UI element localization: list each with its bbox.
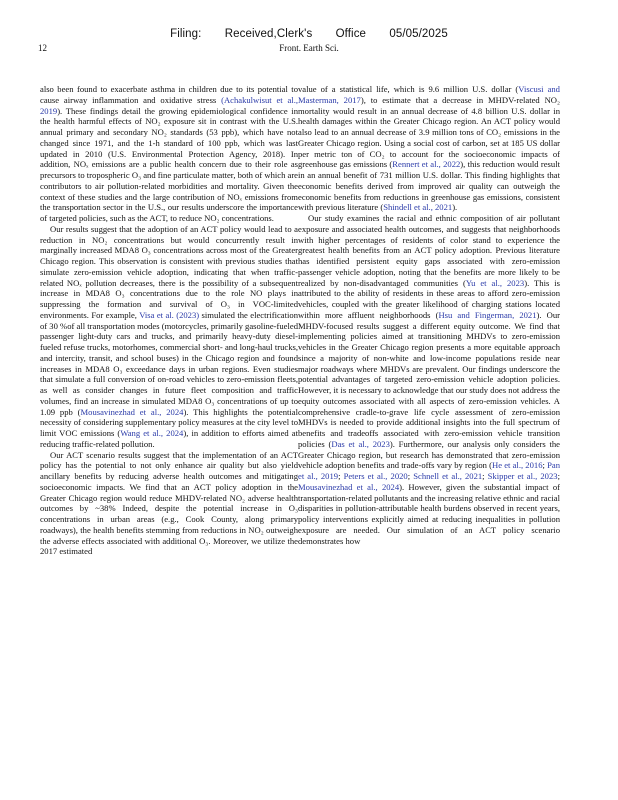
text-run: Our ACT scenario results suggest that the implementation of an ACT policy has the potential to not only enhance air quality but also yield ancillary benefits by reducing adverse health outcomes and mitigating socioeconomic impacts. We find that an ACT policy adoption in the Greater Chicago region would reduce MHDV-related NO₂ adverse health outcomes by ~38% Indeed, despite the potential increase in O₃ concentrations in urban areas (e.g., Cook County, along primary roadways), the health benefits stemming from reductions in NO₂ outweigh the adverse effects associated with additional O₃. Moreover, we utilize the 2017 estimated: [40, 449, 298, 557]
citation-link[interactable]: Visa et al. (2023): [139, 309, 200, 320]
journal-name: Front. Earth Sci.: [279, 43, 339, 53]
text-run: ;: [542, 460, 548, 471]
text-run: ;: [407, 471, 414, 481]
text-run: ). Our MHDV-focused results suggest a different equity outcome. We find that implementing policies aimed at transitioning MHDVs to zero-emission vehicles in the Greater Chicago region presents a more equitable approach since a majority of non-white and low-income populations reside near major roadways where MHDVs are prevalent. Our findings underscore the potential advantages of targeted zero-emission vehicle adoption policies. However, it is necessary to acknowledge that our study does not address the equity outcomes associated with all aspects of zero-emission vehicles. A comprehensive cradle-to-grave life cycle assessment of zero-emission MHDVs is needed to provide additional insights into the full spectrum of benefits and tradeoffs associated with zero-emission vehicle transition policies (: [298, 309, 560, 449]
citation-link[interactable]: Skipper et al., 2023: [487, 471, 558, 481]
filing-label: Filing:: [170, 28, 202, 40]
citation-link[interactable]: Pan et al., 2019: [298, 460, 560, 481]
paragraph: [298, 84, 560, 213]
citation-link[interactable]: Viscusi and Masterman, 2017: [298, 84, 560, 105]
citation-link[interactable]: Mousavinezhad et al., 2024: [298, 481, 400, 492]
received-label: Received,Clerk's: [224, 28, 313, 40]
filing-date: 05/05/2025: [389, 28, 448, 40]
text-run: ), this reduction would result in an annual benefit of 731 million U.S. dollar. This finding highlights that economic benefits derived from improved air quality can outweigh the economic benefits from reductions in greenhouse gas emissions, consistent with previous literature (: [298, 159, 560, 213]
citation-link[interactable]: Shindell et al., 2021: [383, 202, 453, 213]
text-run: simulated the electrification of 30 %of all transportation modes (motorcycles, primarily gasoline-fueled passenger light-duty cars and trucks, and primarily heavy-duty diesel-fueled refuse trucks, motorhomes, commercial short- and long-haul trucks, and intercity, transit, and school buses) in the Chicago region and found increases in MDA8 O₃ exceedance days in urban regions. Even studies that simulate a full conversion of on-road vehicles to zero-emission fleets, as well as consider changes in future fleet composition and traffic volumes, find an increase in simulated MDA8 O₃ concentrations of up to 1.09 ppb (: [40, 309, 298, 417]
right-column: [298, 84, 560, 546]
text-run: Our results suggest that the adoption of an ACT policy would lead to a reduction in NO₂ concentrations but would concurrently result in marginally increased MDA8 O₃ concentrations across most of the Greater Chicago region. This observation is consistent with previous studies that simulate zero-emission vehicle adoption, indicating that when traffic-related NOₓ pollution decreases, there is the possibility of a subsequent increase in MDA8 O₃ concentrations due to the role NO plays in suppressing the formation and survival of O₃ in VOC-limited environments. For example,: [40, 223, 298, 320]
text-run: also been found to exacerbate asthma in children due to its potential to cause airway inflammation and oxidative stress: [40, 84, 298, 105]
page-number: 12: [38, 43, 47, 53]
citation-link[interactable]: Wang et al., 2024: [120, 428, 184, 438]
text-run: value of a statistical life, which is 9.6 million U.S. dollar (: [298, 84, 519, 94]
citation-link[interactable]: Mousavinezhad et al., 2024: [80, 406, 184, 417]
paragraph: [40, 224, 298, 450]
filing-stamp: [0, 28, 618, 40]
citation-link[interactable]: Schnell et al., 2021: [413, 471, 483, 481]
citation-link[interactable]: Rennert et al., 2022: [392, 159, 461, 170]
office-label: Office: [335, 28, 367, 40]
citation-link[interactable]: (Achakulwisut et al., 2019: [40, 94, 298, 116]
citation-link[interactable]: Yu et al., 2023: [465, 277, 525, 288]
text-run: ). These findings detail the growing epidemiological confidence in the health harmful effects of NO₂ exposure sit in contrast with the U.S. annual primary and secondary NO₂ standards (53 ppb), which have not changed since 1971, and the 1-h standard of 100 ppb, which was last updated in 2010 (U.S. Environmental Protection Agency, 2018). In addition, NOₓ emissions are a public health concern due to their role as precursors to tropospheric O₃ and fine particulate matter, both of which are contributors to air pollution-related morbidities and mortality. Given the context of these studies and the large contribution of NOₓ emissions from the transportation sector in the U.S., our results underscore the importance of targeted policies, such as the ACT, to reduce NO₂ concentrations.: [40, 105, 298, 223]
paragraph: [298, 213, 560, 546]
paragraph: [40, 450, 298, 558]
citation-link[interactable]: He et al., 2016: [492, 460, 543, 471]
text-run: ), to estimate that a decrease in MHDV-related NO₂ mortality would result in an annual decrease of 4.8 billion U.S. dollar in health damages within the Greater Chicago region. An ACT policy would also lead to an annual decrease of 3.9 million tons of CO₂ emissions in the Greater Chicago region. Using a social cost of carbon, set at 185 US dollar per metric ton of CO₂ to account for the socioeconomic impacts of greenhouse gas emissions (: [298, 94, 560, 170]
citation-link[interactable]: Hsu and Fingerman, 2021: [438, 309, 537, 320]
paragraph: [40, 84, 298, 224]
text-run: ;: [557, 471, 560, 481]
text-run: ). However, given the substantial impact of transportation-related pollutants and the increasing relative ethnic and racial disparities in pollution-attributable health burdens observed in recent years, policy interventions explicitly aimed at reducing inequalities in pollution exposure are needed. Our simulation of an ACT policy scenario demonstrates how: [298, 481, 560, 546]
text-run: ;: [482, 471, 488, 481]
left-column: [40, 84, 298, 557]
text-run: ;: [338, 471, 344, 481]
text-run: Our study examines the racial and ethnic composition of air pollutant exposure and associated health outcomes, and suggests that neighborhoods with higher percentages of residents of color stand to experience the greatest health benefits from an ACT policy adoption. Previous literature has identified persistent equity gaps associated with zero-emission passenger vehicle adoption, noting that the benefits are more likely to be realized by non-disadvantaged communities (: [298, 213, 560, 288]
citation-link[interactable]: Peters et al., 2020: [343, 471, 408, 481]
text-run: ), in addition to efforts aimed at reducing traffic-related pollution.: [40, 428, 299, 449]
text-run: ). Furthermore, our analysis only considers the Greater Chicago region, but research has demonstrated that zero-emission vehicle adoption benefits and trade-offs vary by region (: [298, 438, 560, 471]
text-run: ).: [452, 202, 458, 213]
citation-link[interactable]: Das et al., 2023: [331, 438, 390, 449]
text-run: ). This highlights the potential necessity of considering supplementary policy measures at the city level to limit VOC emissions (: [40, 406, 298, 438]
text-run: ). This is attributed to the ability of residents in these areas to afford zero-emission vehicles, coupled with the greater likelihood of charging stations located within more affluent neighborhoods (: [298, 277, 561, 320]
